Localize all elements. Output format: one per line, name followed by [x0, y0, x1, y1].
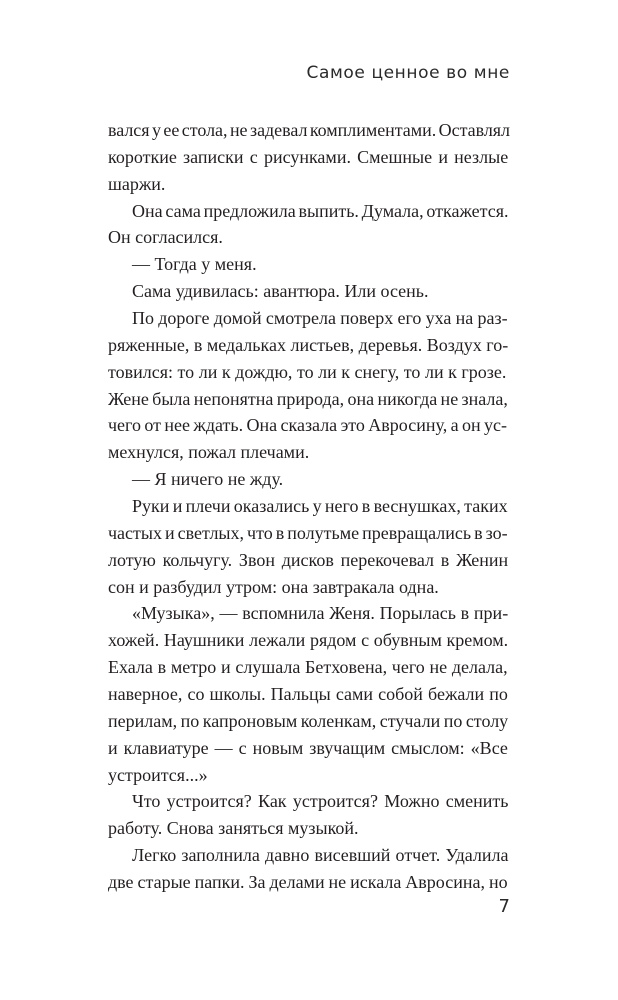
text-line: [108, 332, 510, 359]
text-line-content: устроится...»: [108, 764, 208, 785]
text-line: [108, 815, 510, 842]
text-line-content: Сама удивилась: авантюра. Или осень.: [132, 281, 429, 302]
text-line-content: шаржи.: [108, 173, 166, 194]
text-line: [108, 278, 510, 305]
text-line: [108, 412, 510, 439]
text-line: [108, 493, 510, 520]
text-line: [108, 681, 510, 708]
text-line-content: работу. Снова заняться музыкой.: [108, 818, 359, 839]
text-line: [108, 386, 510, 413]
text-line-content: Жене была непонятна природа, она никогда не знала,: [108, 388, 508, 409]
running-header: Самое ценное во мне: [306, 63, 510, 83]
text-line: [108, 654, 510, 681]
text-line-content: частых и светлых, что в полутьме превращались в зо-: [108, 522, 508, 543]
text-line: [108, 547, 510, 574]
text-line-content: Ехала в метро и слушала Бетховена, чего не делала,: [108, 657, 508, 678]
text-line: [108, 869, 510, 896]
text-line-content: — Я ничего не жду.: [132, 469, 284, 490]
text-line-content: товился: то ли к дождю, то ли к снегу, то ли к грозе.: [108, 361, 507, 382]
text-line-content: «Музыка», — вспомнила Женя. Порылась в при-: [132, 603, 509, 624]
text-line-content: две старые папки. За делами не искала Авросина, но: [108, 872, 508, 893]
text-line-content: наверное, со школы. Пальцы сами собой бежали по: [108, 684, 508, 705]
text-line: [108, 359, 510, 386]
text-line-content: и клавиатуре — с новым звучащим смыслом: «Все: [108, 737, 508, 758]
text-line-content: мехнулся, пожал плечами.: [108, 442, 310, 463]
text-line-content: лотую кольчугу. Звон дисков перекочевал в Женин: [108, 549, 509, 570]
text-line-content: сон и разбудил утром: она завтракала одна.: [108, 576, 439, 597]
text-line-content: Она сама предложила выпить. Думала, откажется.: [132, 200, 509, 221]
text-line-content: перилам, по капроновым коленкам, стучали по столу: [108, 710, 509, 731]
text-line-content: Легко заполнила давно висевший отчет. Удалила: [132, 845, 509, 866]
text-line: [108, 788, 510, 815]
body-text: [108, 117, 510, 896]
text-line-content: короткие записки с рисунками. Смешные и незлые: [108, 146, 509, 167]
text-line: [108, 762, 510, 789]
text-line: [108, 600, 510, 627]
text-line: [108, 144, 510, 171]
text-line-content: хожей. Наушники лежали рядом с обувным кремом.: [108, 630, 509, 651]
text-line: [108, 251, 510, 278]
text-line-content: Руки и плечи оказались у него в веснушках, таких: [132, 496, 508, 517]
text-line-content: По дороге домой смотрела поверх его уха на раз-: [132, 308, 508, 329]
text-line-content: вался у ее стола, не задевал комплиментами. Оставлял: [108, 120, 510, 140]
text-line: [108, 735, 510, 762]
text-line: [108, 520, 510, 547]
text-line: [108, 224, 510, 251]
text-line-content: — Тогда у меня.: [132, 254, 257, 275]
text-line: [108, 439, 510, 466]
text-line: [108, 171, 510, 198]
text-line: [108, 117, 510, 144]
text-line-content: Что устроится? Как устроится? Можно сменить: [132, 791, 509, 812]
page-number: 7: [498, 896, 510, 917]
text-line: [108, 305, 510, 332]
text-line-content: Он согласился.: [108, 227, 223, 248]
text-line: [108, 574, 510, 601]
text-line-content: ряженные, в медальках листьев, деревья. Воздух го-: [108, 334, 509, 355]
text-line: [108, 627, 510, 654]
text-line: [108, 466, 510, 493]
text-line: [108, 842, 510, 869]
text-line-content: чего от нее ждать. Она сказала это Авросину, а он ус-: [108, 415, 507, 436]
text-line: [108, 198, 510, 225]
text-line: [108, 708, 510, 735]
